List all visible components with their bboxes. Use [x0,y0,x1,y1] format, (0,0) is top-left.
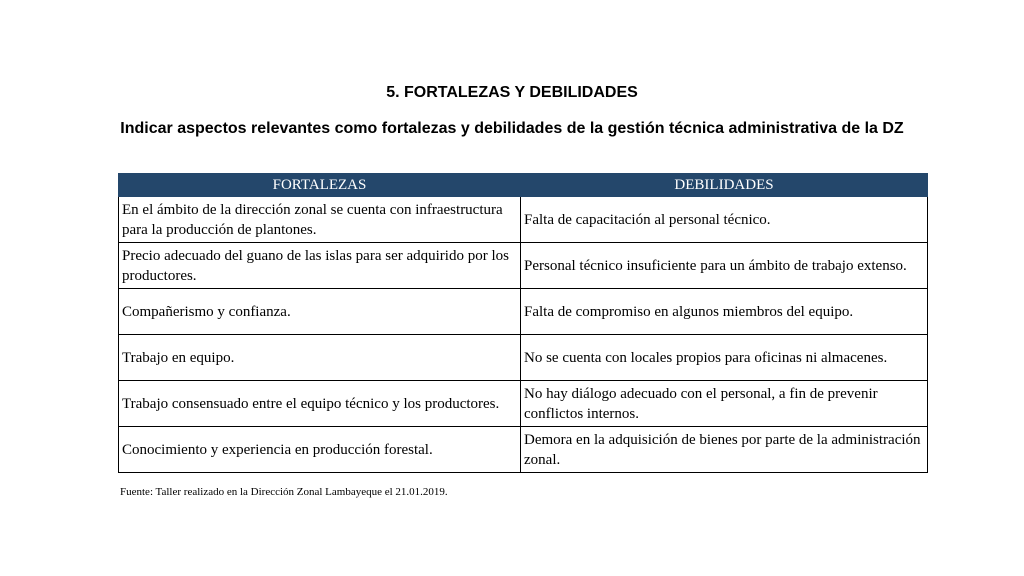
cell-fortaleza: Trabajo consensuado entre el equipo técnico y los productores. [119,381,521,427]
cell-fortaleza: Trabajo en equipo. [119,335,521,381]
strengths-weaknesses-table [118,173,928,473]
table-row [119,243,928,289]
cell-debilidad: Personal técnico insuficiente para un ámbito de trabajo extenso. [521,243,928,289]
cell-debilidad: Falta de compromiso en algunos miembros del equipo. [521,289,928,335]
table-row [119,427,928,473]
cell-debilidad: No hay diálogo adecuado con el personal, a fin de prevenir conflictos internos. [521,381,928,427]
cell-fortaleza: En el ámbito de la dirección zonal se cuenta con infraestructura para la producción de plantones. [119,197,521,243]
page-subtitle: Indicar aspectos relevantes como fortalezas y debilidades de la gestión técnica administrativa de la DZ [120,120,904,137]
source-note: Fuente: Taller realizado en la Dirección Zonal Lambayeque el 21.01.2019. [120,486,448,498]
table-row [119,197,928,243]
table-row [119,335,928,381]
cell-debilidad: Falta de capacitación al personal técnico. [521,197,928,243]
cell-fortaleza: Compañerismo y confianza. [119,289,521,335]
table-header-row [119,174,928,197]
table-row [119,289,928,335]
header-fortalezas: FORTALEZAS [119,174,521,197]
header-debilidades: DEBILIDADES [521,174,928,197]
page-title: 5. FORTALEZAS Y DEBILIDADES [386,84,638,101]
cell-debilidad: No se cuenta con locales propios para oficinas ni almacenes. [521,335,928,381]
cell-fortaleza: Precio adecuado del guano de las islas para ser adquirido por los productores. [119,243,521,289]
cell-fortaleza: Conocimiento y experiencia en producción forestal. [119,427,521,473]
cell-debilidad: Demora en la adquisición de bienes por parte de la administración zonal. [521,427,928,473]
table-row [119,381,928,427]
